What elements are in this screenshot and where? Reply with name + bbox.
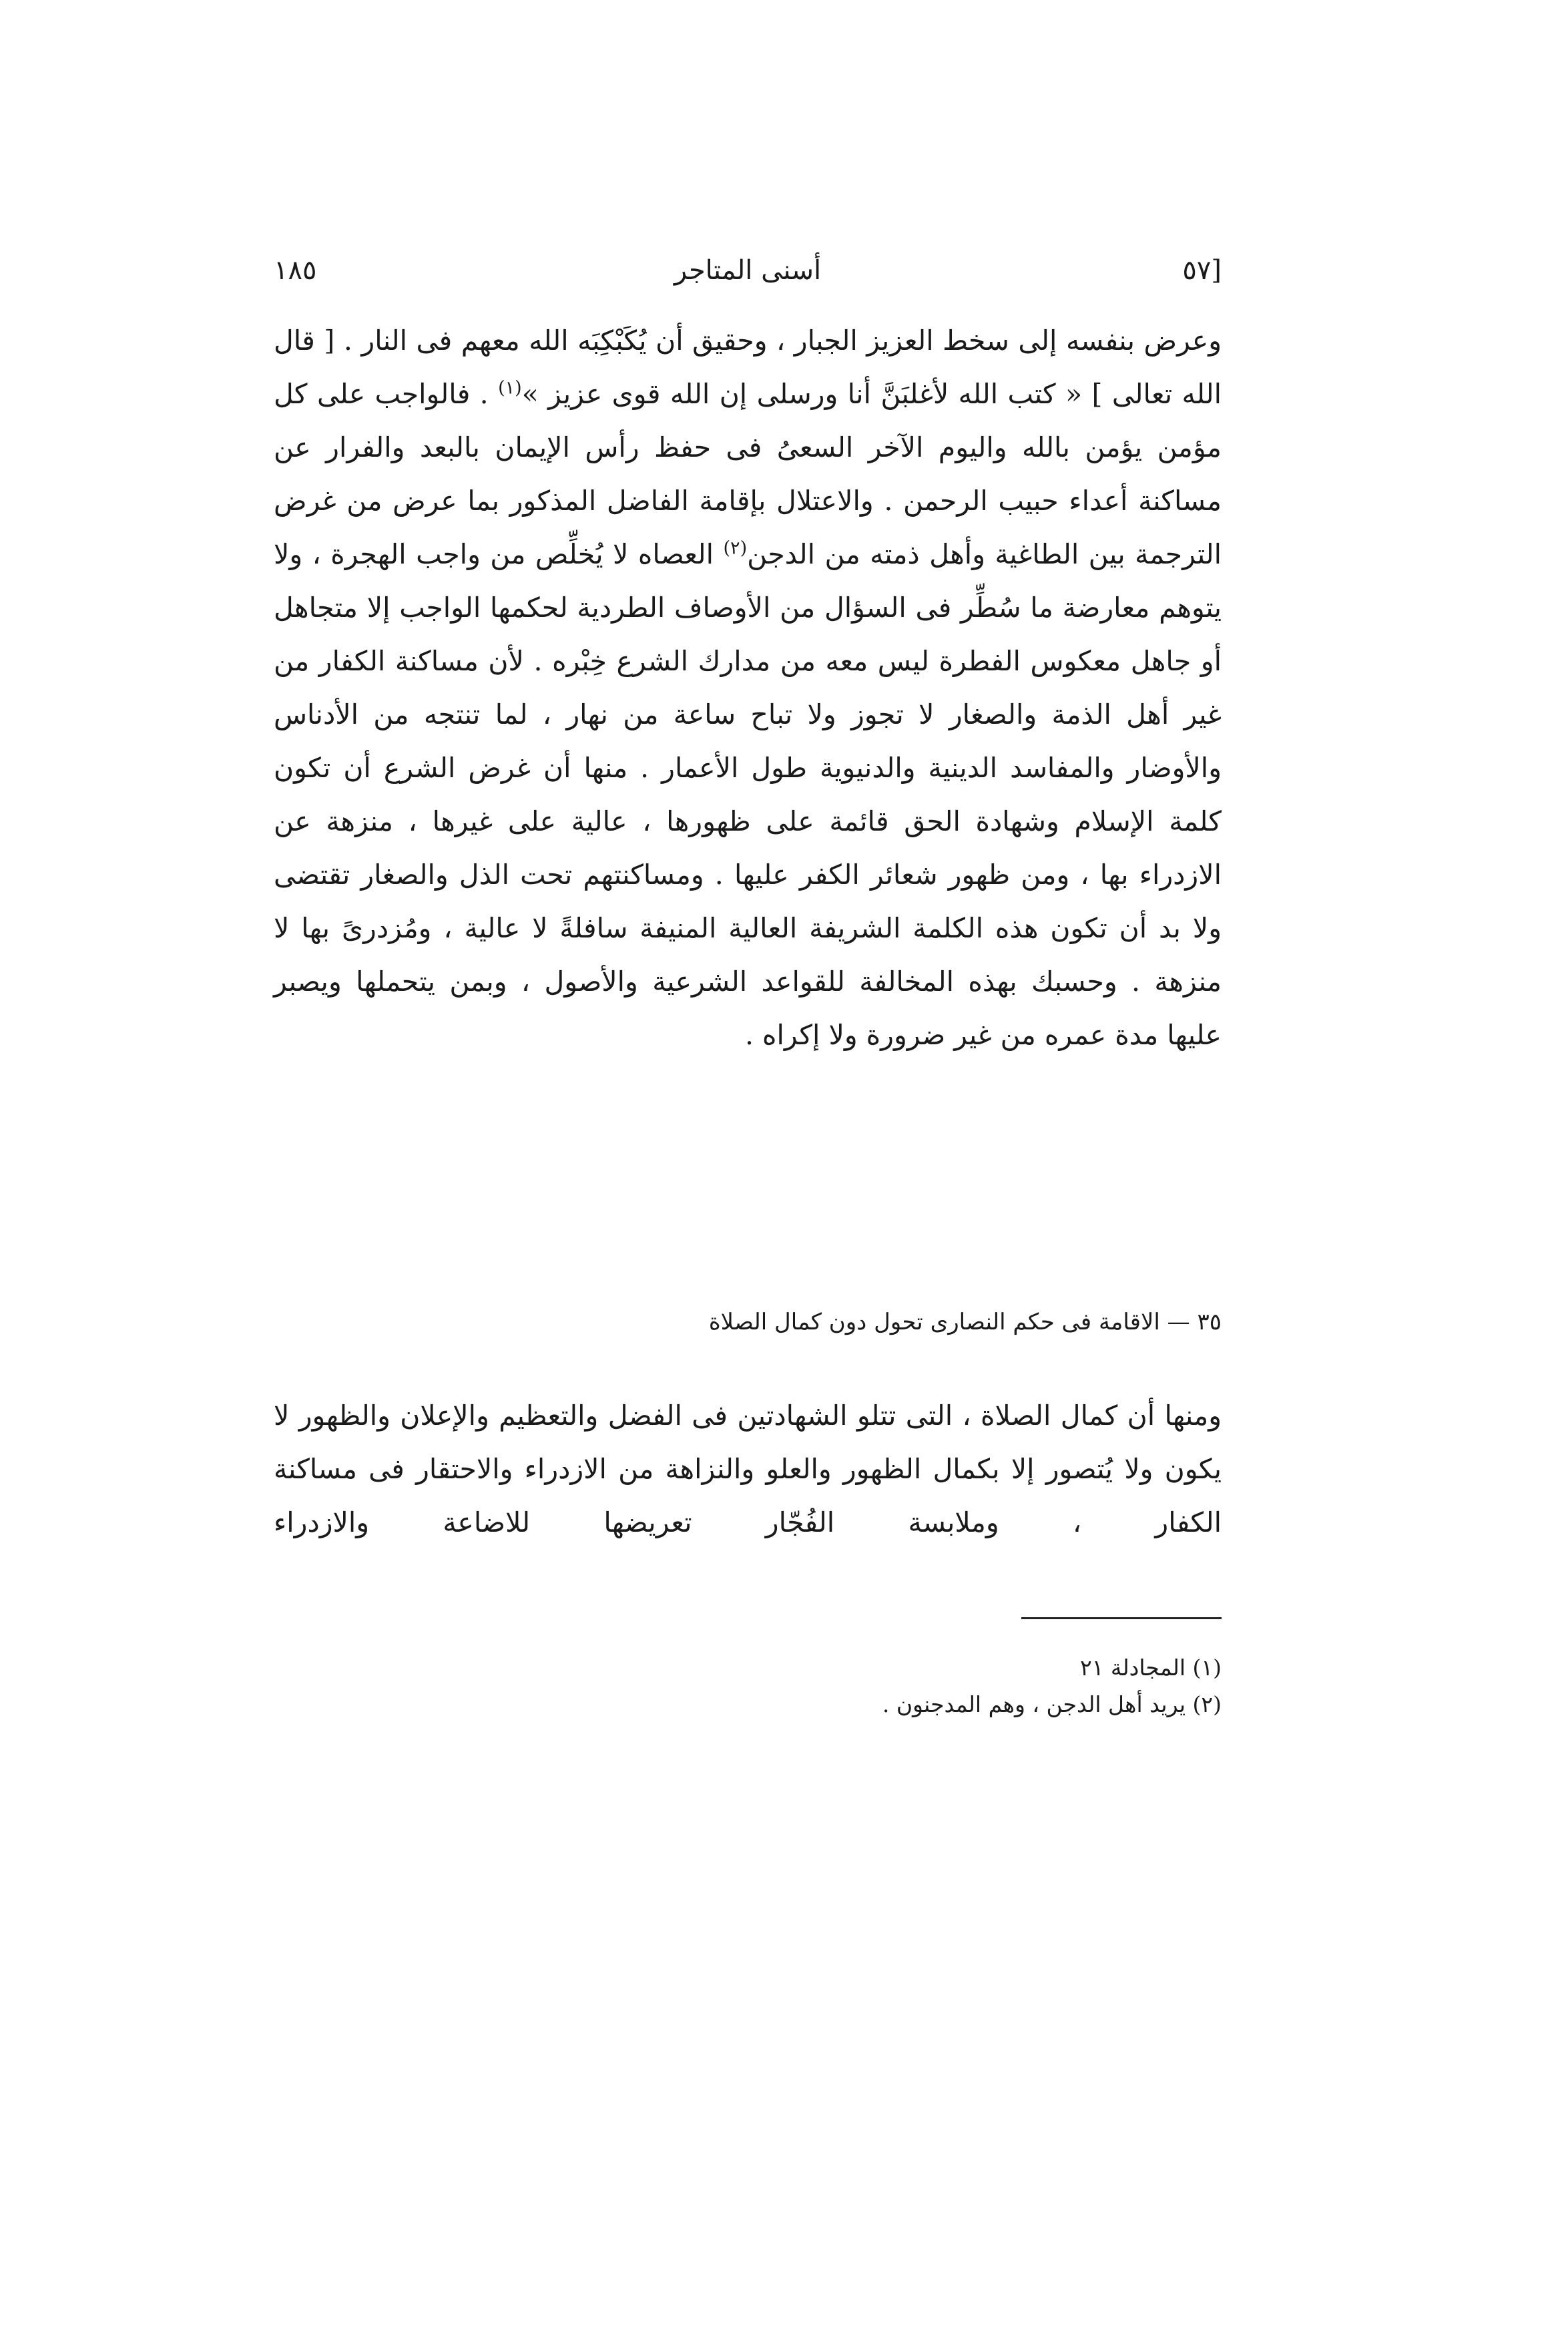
footnote-ref-1: (١) (498, 377, 522, 399)
footnotes (274, 1649, 1222, 1723)
footnote-1-text: المجادلة ٢١ (1079, 1655, 1186, 1681)
main-paragraph (274, 314, 1222, 1062)
paragraph-1 (274, 314, 1222, 1062)
footnote-divider (1021, 1617, 1222, 1619)
footnote-ref-2: (٢) (723, 538, 748, 559)
paragraph-1-part-3: العصاه لا يُخلِّص من واجب الهجرة ، ولا يتوهم معارضة ما سُطِّر فى السؤال من الأوصاف الطردية لحكمها الواجب إلا متجاهل أو جاهل معكوس الفطرة ليس معه من مدارك الشرع خِبْره . لأن مساكنة الكفار من غير أهل الذمة والصغار لا تجوز ولا تباح ساعة من نهار ، لما تنتجه من الأدناس والأوضار والمفاسد الدينية والدنيوية طول الأعمار . منها أن غرض الشرع أن تكون كلمة الإسلام وشهادة الحق قائمة على ظهورها ، عالية على غيرها ، منزهة عن الازدراء بها ، ومن ظهور شعائر الكفر عليها . ومساكنتهم تحت الذل والصغار تقتضى ولا بد أن تكون هذه الكلمة الشريفة العالية المنيفة سافلةً لا عالية ، ومُزدرىً بها لا منزهة . وحسبك بهذه المخالفة للقواعد الشرعية والأصول ، وبمن يتحملها ويصبر عليها مدة عمره من غير ضرورة ولا إكراه . (274, 538, 1222, 1051)
section-number: [٥٧ (1182, 255, 1222, 286)
section-heading: ٣٥ — الاقامة فى حكم النصارى تحول دون كمال الصلاة (708, 1309, 1222, 1335)
footnote-1 (274, 1649, 1222, 1686)
footnote-2-text: يريد أهل الدجن ، وهم المدجنون . (882, 1691, 1186, 1717)
page-number: ١٨٥ (274, 255, 317, 286)
paragraph-1-part-1: وعرض بنفسه إلى سخط العزيز الجبار ، وحقيق أن يُكَبْكِبَه الله معهم فى النار . [ قال الله تعالى ] « كتب الله لأغلبَنَّ أنا ورسلى إن الله قوى عزيز » (274, 325, 1222, 410)
paragraph-2: ومنها أن كمال الصلاة ، التى تتلو الشهادتين فى الفضل والتعظيم والإعلان والظهور لا يكون ولا يُتصور إلا بكمال الظهور والعلو والنزاهة من الازدراء والاحتقار فى مساكنة الكفار ، وملابسة الفُجّار تعريضها للاضاعة والازدراء (274, 1400, 1222, 1538)
footnote-2-mark: (٢) (1192, 1691, 1222, 1717)
running-title: أسنى المتاجر (674, 255, 822, 286)
footnote-1-mark: (١) (1192, 1655, 1222, 1681)
second-paragraph (274, 1389, 1222, 1549)
footnote-2 (274, 1686, 1222, 1723)
paragraph-1-part-2: . فالواجب على كل مؤمن يؤمن بالله واليوم الآخر السعىُ فى حفظ رأس الإيمان بالبعد والفرار عن مساكنة أعداء حبيب الرحمن . والاعتلال بإقامة الفاضل المذكور بما عرض من غرض الترجمة بين الطاغية وأهل ذمته من الدجن (274, 378, 1222, 570)
running-header (274, 247, 1222, 294)
